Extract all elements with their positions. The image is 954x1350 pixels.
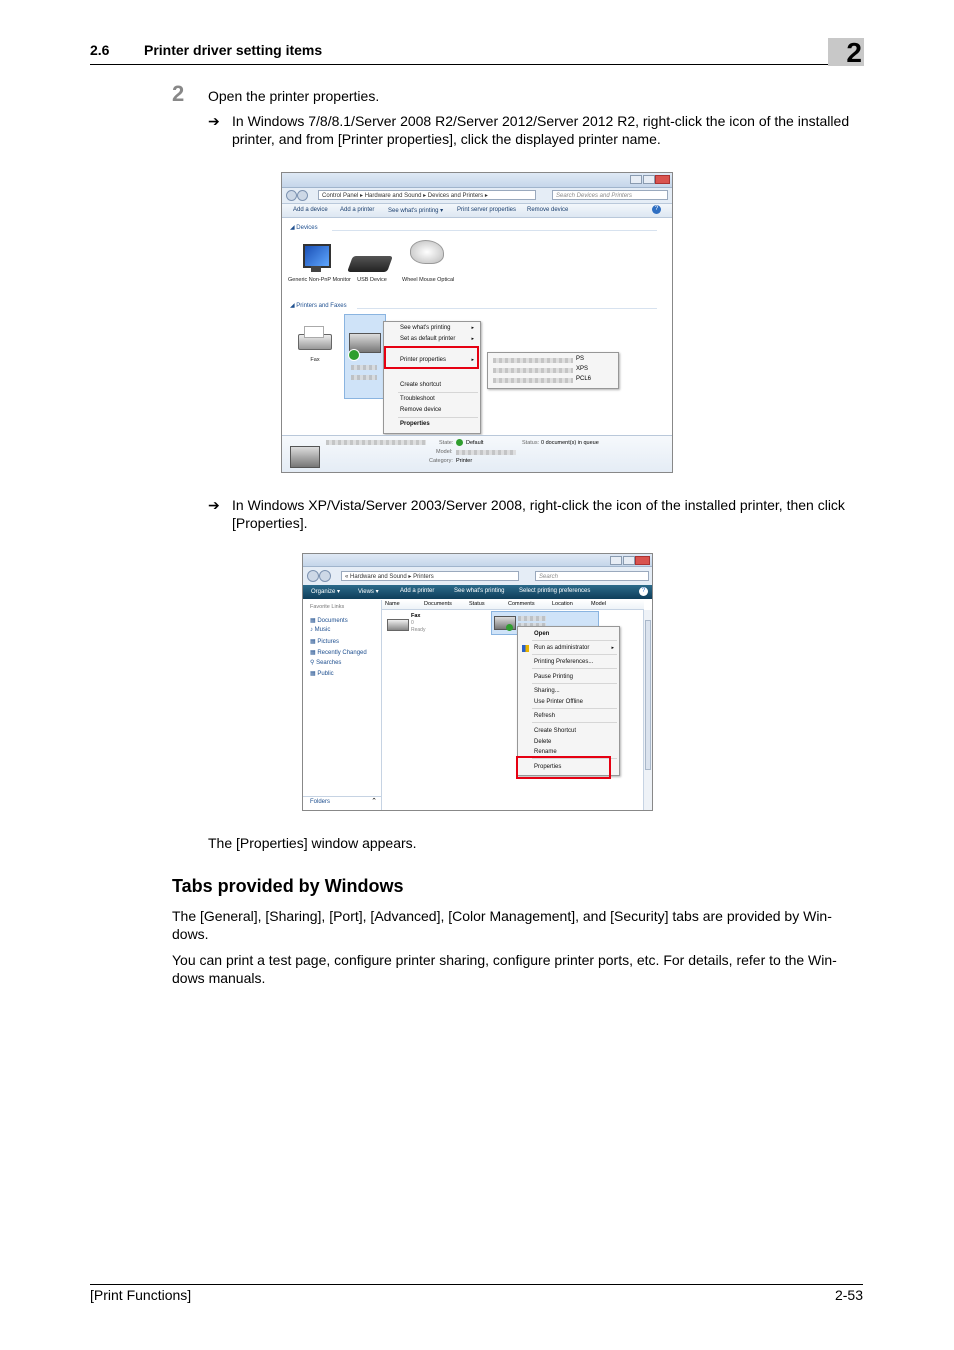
category-value: Printer (456, 458, 473, 464)
group-printers[interactable]: ◢ Printers and Faxes (290, 303, 347, 309)
command-bar (303, 585, 652, 599)
section-number: 2.6 (90, 42, 110, 58)
submenu-pcl6[interactable]: PCL6 (576, 376, 592, 382)
running-header (90, 42, 322, 58)
menu-create-shortcut[interactable]: Create Shortcut (534, 728, 577, 734)
section-title: Printer driver setting items (144, 42, 323, 58)
address-row (282, 188, 672, 204)
footer-left: [Print Functions] (90, 1287, 192, 1303)
step-number: 2 (172, 81, 185, 106)
blurred-name (493, 358, 573, 363)
menu-properties[interactable]: Properties (400, 421, 430, 427)
add-printer-button[interactable]: Add a printer (400, 588, 435, 594)
add-device-button[interactable]: Add a device (293, 207, 328, 213)
device-label-mouse: Wheel Mouse Optical (402, 277, 455, 283)
mouse-icon[interactable] (410, 240, 444, 264)
search-input[interactable]: Search (535, 571, 649, 581)
monitor-icon[interactable] (300, 244, 332, 274)
forward-icon[interactable] (297, 190, 308, 201)
arrow-icon: ➔ (208, 113, 220, 129)
address-row (303, 567, 652, 585)
menu-set-default[interactable]: Set as default printer (400, 336, 456, 342)
nav-documents-label: Documents (317, 618, 348, 624)
menu-separator (398, 417, 478, 418)
column-header-row (382, 600, 644, 610)
menu-printing-preferences[interactable]: Printing Preferences... (534, 659, 594, 665)
vertical-scrollbar[interactable] (643, 610, 652, 810)
column-name[interactable]: Name (385, 601, 400, 607)
fax-docs: 0 (411, 620, 414, 626)
see-printing-button[interactable]: See what's printing ▾ (388, 208, 444, 214)
search-input[interactable]: Search Devices and Printers (552, 190, 668, 200)
remove-device-button[interactable]: Remove device (527, 207, 569, 213)
divider (332, 230, 657, 231)
maximize-icon[interactable] (643, 175, 655, 184)
state-value: Default (466, 440, 484, 446)
submenu-arrow-icon: ▸ (471, 336, 474, 342)
menu-open[interactable]: Open (534, 631, 550, 637)
group-printers-label: Printers and Faxes (296, 303, 347, 309)
menu-troubleshoot[interactable]: Troubleshoot (400, 396, 435, 402)
screenshot-devices-and-printers (281, 172, 673, 473)
menu-sharing[interactable]: Sharing... (534, 688, 560, 694)
menu-properties[interactable]: Properties (534, 764, 562, 770)
menu-see-printing[interactable]: See what's printing (400, 325, 451, 331)
menu-separator (532, 708, 617, 709)
arrow-icon: ➔ (208, 497, 220, 513)
close-icon[interactable] (655, 175, 670, 184)
column-location[interactable]: Location (552, 601, 573, 607)
window-titlebar (303, 554, 652, 567)
blurred-name (326, 440, 426, 445)
nav-pictures[interactable]: ▦ Pictures (310, 639, 340, 645)
nav-public-label: Public (317, 671, 334, 677)
blurred-name (518, 616, 546, 621)
navigation-pane (303, 600, 382, 810)
submenu-arrow-icon: ▸ (611, 645, 614, 651)
category-label: Category: (429, 458, 453, 464)
group-devices[interactable]: ◢ Devices (290, 225, 318, 231)
printer-icon (290, 446, 320, 468)
column-documents[interactable]: Documents (424, 601, 452, 607)
menu-use-offline[interactable]: Use Printer Offline (534, 699, 583, 705)
menu-separator (532, 640, 617, 641)
footer-rule (90, 1284, 863, 1285)
default-check-icon (348, 349, 360, 361)
folders-bar[interactable] (303, 796, 381, 809)
organize-button[interactable]: Organize ▾ (311, 589, 341, 595)
paragraph-tabs: The [General], [Sharing], [Port], [Advanced], [Color Management], and [Security] tabs are provided by Win-dows. (172, 908, 832, 942)
forward-icon[interactable] (319, 570, 331, 582)
blurred-name (493, 368, 573, 373)
fax-name[interactable]: Fax (411, 613, 421, 619)
details-pane (282, 435, 672, 473)
submenu-ps[interactable]: PS (576, 356, 585, 362)
back-icon[interactable] (286, 190, 297, 201)
menu-separator (532, 668, 617, 669)
model-label: Model: (436, 449, 453, 455)
blurred-name (351, 375, 377, 380)
menu-create-shortcut[interactable]: Create shortcut (400, 382, 442, 388)
context-menu-vista (517, 626, 620, 776)
chapter-tab: 2 (828, 38, 864, 66)
submenu-drivers (487, 352, 619, 389)
column-model[interactable]: Model (591, 601, 606, 607)
menu-separator (532, 722, 617, 723)
menu-separator (398, 392, 478, 393)
menu-printer-properties[interactable]: Printer properties (400, 357, 447, 363)
nav-searches-label: Searches (316, 660, 342, 666)
nav-documents[interactable]: ▦ Documents (310, 618, 348, 624)
divider (357, 308, 657, 309)
menu-rename[interactable]: Rename (534, 749, 557, 755)
page-number: 2-53 (834, 1287, 863, 1303)
nav-recently-changed[interactable]: ▦ Recently Changed (310, 650, 367, 656)
highlight-properties (516, 756, 611, 779)
breadcrumb-2[interactable]: Hardware and Sound (364, 193, 422, 199)
bullet-text-win7: In Windows 7/8/8.1/Server 2008 R2/Server 2012/Server 2012 R2, right-click the icon of the installed printer, and from [Printer properties], click the displayed printer name. (232, 113, 850, 147)
fax-icon[interactable] (387, 614, 407, 630)
nav-music[interactable]: ♪ Music (310, 627, 331, 633)
breadcrumb-1[interactable]: Control Panel (322, 193, 359, 199)
address-bar[interactable]: « Hardware and Sound ▸ Printers (341, 571, 519, 581)
menu-delete[interactable]: Delete (534, 739, 552, 745)
status-label: Status: (522, 440, 540, 446)
group-devices-label: Devices (296, 225, 318, 231)
breadcrumb-1[interactable]: Hardware and Sound (350, 574, 407, 580)
help-icon[interactable]: ? (639, 587, 648, 596)
close-icon[interactable] (635, 556, 650, 565)
section-heading: Tabs provided by Windows (172, 876, 404, 896)
breadcrumb-3[interactable]: Devices and Printers (427, 193, 484, 199)
window-titlebar (282, 173, 672, 188)
fax-icon[interactable] (296, 324, 332, 352)
printer-label-fax: Fax (310, 357, 320, 363)
menu-separator (532, 683, 617, 684)
blurred-name (493, 378, 573, 383)
menu-run-as-admin[interactable]: Run as administrator (534, 645, 590, 651)
nav-public[interactable]: ▦ Public (310, 671, 334, 677)
print-server-button[interactable]: Print server properties (457, 207, 517, 213)
check-icon (456, 439, 463, 446)
header-rule (90, 64, 863, 65)
add-printer-button[interactable]: Add a printer (340, 207, 375, 213)
minimize-icon[interactable] (610, 556, 622, 565)
context-menu-win7 (383, 321, 481, 434)
device-label-monitor: Generic Non-PnP Monitor (288, 277, 351, 283)
result-text: The [Properties] window appears. (208, 835, 417, 851)
status-value: 0 document(s) in queue (541, 440, 599, 446)
address-bar[interactable]: Control Panel ▸ Hardware and Sound ▸ Devices and Printers ▸ (318, 190, 536, 200)
column-comments[interactable]: Comments (508, 601, 535, 607)
bullet-text-vista: In Windows XP/Vista/Server 2003/Server 2008, right-click the icon of the installed printer, then click [Properties]. (232, 497, 845, 531)
shield-icon (522, 645, 529, 652)
submenu-arrow-icon: ▸ (471, 357, 474, 363)
default-check-icon (506, 624, 513, 631)
back-icon[interactable] (307, 570, 319, 582)
state-label: State: (439, 440, 454, 446)
paragraph-details: You can print a test page, configure printer sharing, configure printer ports, etc. For details, refer to the Win-dows manuals. (172, 952, 837, 986)
submenu-arrow-icon: ▸ (471, 325, 474, 331)
menu-pause-printing[interactable]: Pause Printing (534, 674, 574, 680)
column-status[interactable]: Status (469, 601, 485, 607)
printing-preferences-button[interactable]: Select printing preferences (519, 588, 591, 594)
fax-status: Ready (411, 627, 426, 633)
device-label-usb: USB Device (357, 277, 387, 283)
chevron-up-icon: ⌃ (371, 798, 377, 805)
blurred-name (456, 450, 516, 455)
keyboard-icon[interactable] (347, 256, 393, 272)
views-button[interactable]: Views ▾ (358, 589, 379, 595)
blurred-name (351, 365, 377, 370)
nav-recently-changed-label: Recently Changed (317, 650, 367, 656)
highlight-printer-properties (384, 346, 479, 369)
command-bar (282, 204, 672, 218)
menu-refresh[interactable]: Refresh (534, 713, 556, 719)
nav-pictures-label: Pictures (317, 639, 340, 645)
submenu-xps[interactable]: XPS (576, 366, 589, 372)
nav-searches[interactable]: ⚲ Searches (310, 660, 342, 666)
selected-printer[interactable] (344, 314, 386, 399)
minimize-icon[interactable] (630, 175, 642, 184)
menu-remove-device[interactable]: Remove device (400, 407, 442, 413)
breadcrumb-2[interactable]: Printers (413, 574, 434, 580)
screenshot-printers-vista (302, 553, 653, 811)
help-icon[interactable]: ? (652, 205, 661, 214)
step-text: Open the printer properties. (208, 88, 380, 104)
nav-music-label: Music (314, 627, 331, 633)
see-printing-button[interactable]: See what's printing (454, 588, 505, 594)
favorite-links-title: Favorite Links (310, 604, 345, 610)
folders-label: Folders (310, 799, 331, 805)
maximize-icon[interactable] (623, 556, 635, 565)
menu-separator (532, 654, 617, 655)
